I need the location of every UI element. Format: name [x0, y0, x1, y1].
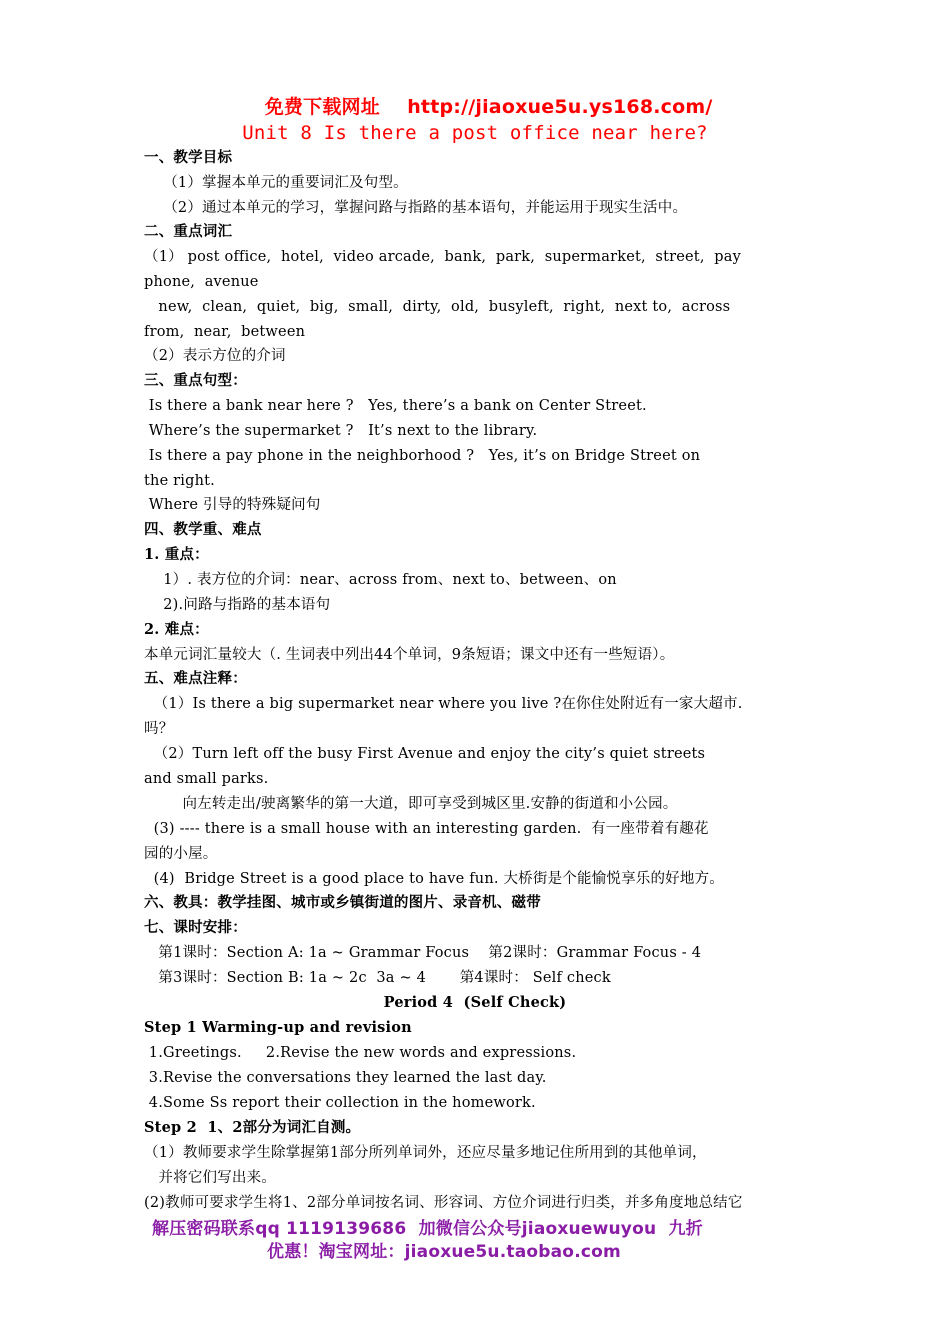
text-line: 3.Revise the conversations they learned the last day. — [144, 1070, 547, 1086]
text-line: Is there a pay phone in the neighborhood ? Yes, it’s on Bridge Street on — [144, 448, 701, 464]
header-site-url[interactable]: http://jiaoxue5u.ys168.com/ — [407, 96, 713, 118]
period-heading: Period 4 (Self Check) — [383, 994, 567, 1011]
text-line: (4) Bridge Street is a good place to have fun. 大桥街是个能愉悦享乐的好地方。 — [144, 871, 724, 887]
section-heading-5: 五、难点注释： — [144, 670, 247, 687]
section-heading-2: 二、重点词汇 — [144, 223, 233, 240]
header-site-label: 免费下载网址 — [264, 96, 380, 118]
text-line: （1）Is there a big supermarket near where you live ?在你住处附近有一家大超市. — [144, 696, 743, 712]
text-line: 向左转走出/驶离繁华的第一大道，即可享受到城区里.安静的街道和小公园。 — [144, 796, 678, 812]
text-line: 第3课时：Section B: 1a ~ 2c 3a ~ 4 第4课时： Self check — [144, 970, 611, 986]
text-line: from, near, between — [144, 324, 306, 340]
section-heading-4: 四、教学重、难点 — [144, 521, 262, 538]
text-line: （2）表示方位的介词 — [144, 348, 286, 364]
step-heading: Step 1 Warming-up and revision — [144, 1019, 412, 1036]
text-line: （2）通过本单元的学习，掌握问路与指路的基本语句，并能运用于现实生活中。 — [144, 200, 688, 216]
subheading: 2. 难点： — [144, 621, 209, 638]
text-line: and small parks. — [144, 771, 269, 787]
text-line: 4.Some Ss report their collection in the homework. — [144, 1095, 536, 1111]
text-line: phone, avenue — [144, 274, 259, 290]
text-line: 第1课时：Section A: 1a ~ Grammar Focus 第2课时：Grammar Focus - 4 — [144, 945, 702, 961]
text-line: （2）Turn left off the busy First Avenue and enjoy the city’s quiet streets — [144, 746, 706, 762]
step-heading: Step 2 1、2部分为词汇自测。 — [144, 1119, 361, 1136]
text-line: (2)教师可要求学生将1、2部分单词按名词、形容词、方位介词进行归类，并多角度地总结它 — [144, 1195, 743, 1211]
footer-line-1: 解压密码联系qq 1119139686 加微信公众号jiaoxuewuyou 九折 — [152, 1219, 703, 1239]
text-line: (3) ---- there is a small house with an interesting garden. 有一座带着有趣花 — [144, 821, 709, 837]
text-line: Is there a bank near here ? Yes, there’s a bank on Center Street. — [144, 398, 647, 414]
text-line: 并将它们写出来。 — [144, 1170, 277, 1186]
text-line: （1） post office, hotel, video arcade, bank, park, supermarket, street, pay — [144, 249, 741, 265]
footer-line-2: 优惠！淘宝网址：jiaoxue5u.taobao.com — [267, 1242, 621, 1262]
text-line: 吗？ — [144, 721, 174, 737]
text-line: Where 引导的特殊疑问句 — [144, 497, 321, 513]
text-line: （1）教师要求学生除掌握第1部分所列单词外，还应尽量多地记住所用到的其他单词， — [144, 1145, 707, 1161]
text-line: the right. — [144, 473, 215, 489]
text-line: 1）. 表方位的介词：near、across from、next to、between、on — [144, 572, 617, 588]
text-line: 2).问路与指路的基本语句 — [144, 597, 331, 613]
subheading: 1. 重点： — [144, 546, 209, 563]
section-heading-7: 七、课时安排： — [144, 919, 247, 936]
text-line: 本单元词汇量较大（. 生词表中列出44个单词，9条短语；课文中还有一些短语）。 — [144, 647, 675, 663]
text-line: new, clean, quiet, big, small, dirty, old, busyleft, right, next to, across — [144, 299, 731, 315]
text-line: （1）掌握本单元的重要词汇及句型。 — [144, 175, 408, 191]
section-heading-3: 三、重点句型： — [144, 372, 247, 389]
section-heading-6: 六、教具：教学挂图、城市或乡镇街道的图片、录音机、磁带 — [144, 894, 541, 911]
text-line: Where’s the supermarket ? It’s next to the library. — [144, 423, 538, 439]
text-line: 1.Greetings. 2.Revise the new words and expressions. — [144, 1045, 577, 1061]
text-line: 园的小屋。 — [144, 846, 218, 862]
section-heading-1: 一、教学目标 — [144, 149, 233, 166]
page-title: Unit 8 Is there a post office near here? — [242, 122, 708, 144]
